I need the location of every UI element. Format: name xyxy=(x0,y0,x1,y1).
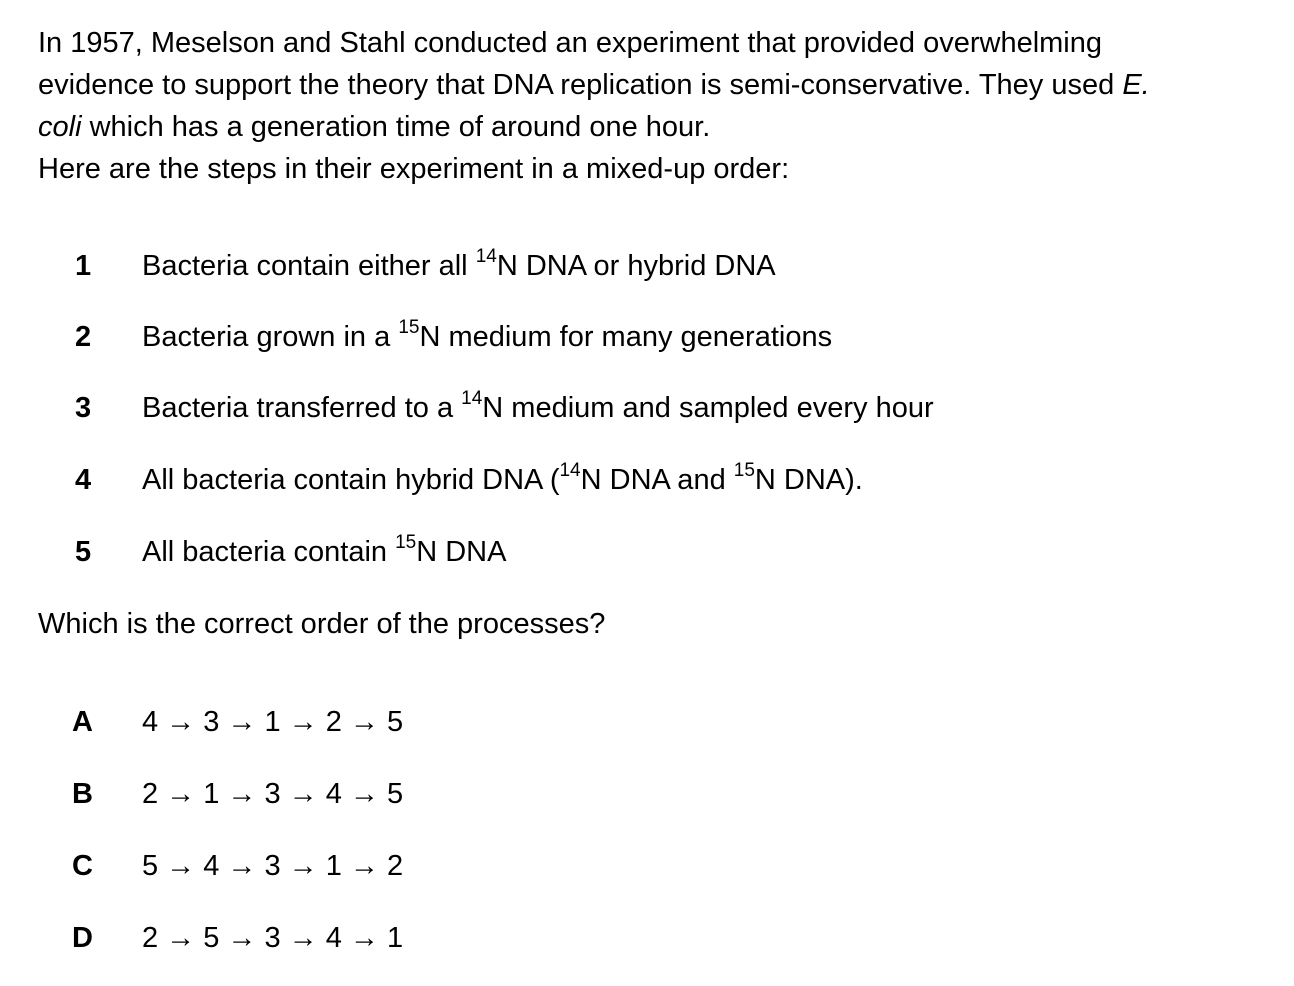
option-b[interactable] xyxy=(38,774,738,814)
step-number: 3 xyxy=(75,392,92,424)
step-text-post: N medium for many generations xyxy=(419,321,833,353)
step-number: 1 xyxy=(75,250,92,282)
step-1 xyxy=(38,246,1238,286)
step-5 xyxy=(38,532,1238,572)
species-name: coli xyxy=(38,111,82,143)
step-number: 2 xyxy=(75,321,92,353)
intro-line-3-text: which has a generation time of around one hour. xyxy=(81,111,711,143)
option-letter: B xyxy=(72,778,93,810)
step-4 xyxy=(38,460,1238,500)
option-sequence: 2 → 1 → 3 → 4 → 5 xyxy=(142,778,404,810)
isotope-superscript: 15 xyxy=(395,532,417,554)
option-a[interactable] xyxy=(38,702,738,742)
option-sequence: 2 → 5 → 3 → 4 → 1 xyxy=(142,922,404,954)
step-number: 4 xyxy=(75,464,92,496)
intro-line-4: Here are the steps in their experiment in a mixed-up order: xyxy=(38,153,790,185)
isotope-superscript: 14 xyxy=(461,388,483,410)
option-c[interactable] xyxy=(38,846,738,886)
step-text xyxy=(142,317,832,357)
isotope-superscript: 15 xyxy=(733,460,755,482)
step-text-pre: Bacteria transferred to a xyxy=(142,392,462,424)
intro-line-3 xyxy=(38,106,1278,148)
intro-paragraph xyxy=(38,22,1278,190)
isotope-superscript: 15 xyxy=(398,317,420,339)
species-genus: E. xyxy=(1122,69,1150,101)
step-text xyxy=(142,460,863,500)
step-text-pre: All bacteria contain xyxy=(142,536,396,568)
step-text-post: N medium and sampled every hour xyxy=(482,392,934,424)
step-text-post: N DNA xyxy=(416,536,507,568)
step-text xyxy=(142,388,934,428)
intro-line-2 xyxy=(38,64,1278,106)
option-sequence: 4 → 3 → 1 → 2 → 5 xyxy=(142,706,404,738)
option-letter: A xyxy=(72,706,93,738)
step-text-post: N DNA). xyxy=(754,464,863,496)
step-3 xyxy=(38,388,1238,428)
step-text-pre: All bacteria contain hybrid DNA ( xyxy=(142,464,560,496)
intro-line-1: In 1957, Meselson and Stahl conducted an experiment that provided overwhelming xyxy=(38,27,1102,59)
isotope-superscript: 14 xyxy=(475,246,497,268)
step-text-mid: N DNA and xyxy=(580,464,734,496)
step-text-pre: Bacteria contain either all xyxy=(142,250,476,282)
option-sequence: 5 → 4 → 3 → 1 → 2 xyxy=(142,850,404,882)
step-text xyxy=(142,246,776,286)
step-text-pre: Bacteria grown in a xyxy=(142,321,399,353)
step-text-post: N DNA or hybrid DNA xyxy=(496,250,776,282)
option-d[interactable] xyxy=(38,918,738,958)
question-text: Which is the correct order of the processes? xyxy=(38,608,606,640)
isotope-superscript: 14 xyxy=(559,460,581,482)
step-number: 5 xyxy=(75,536,92,568)
question-page xyxy=(38,22,1278,954)
option-letter: D xyxy=(72,922,93,954)
option-letter: C xyxy=(72,850,93,882)
step-text xyxy=(142,532,506,572)
step-2 xyxy=(38,317,1238,357)
intro-line-2-text: evidence to support the theory that DNA replication is semi-conservative. They used xyxy=(38,69,1123,101)
